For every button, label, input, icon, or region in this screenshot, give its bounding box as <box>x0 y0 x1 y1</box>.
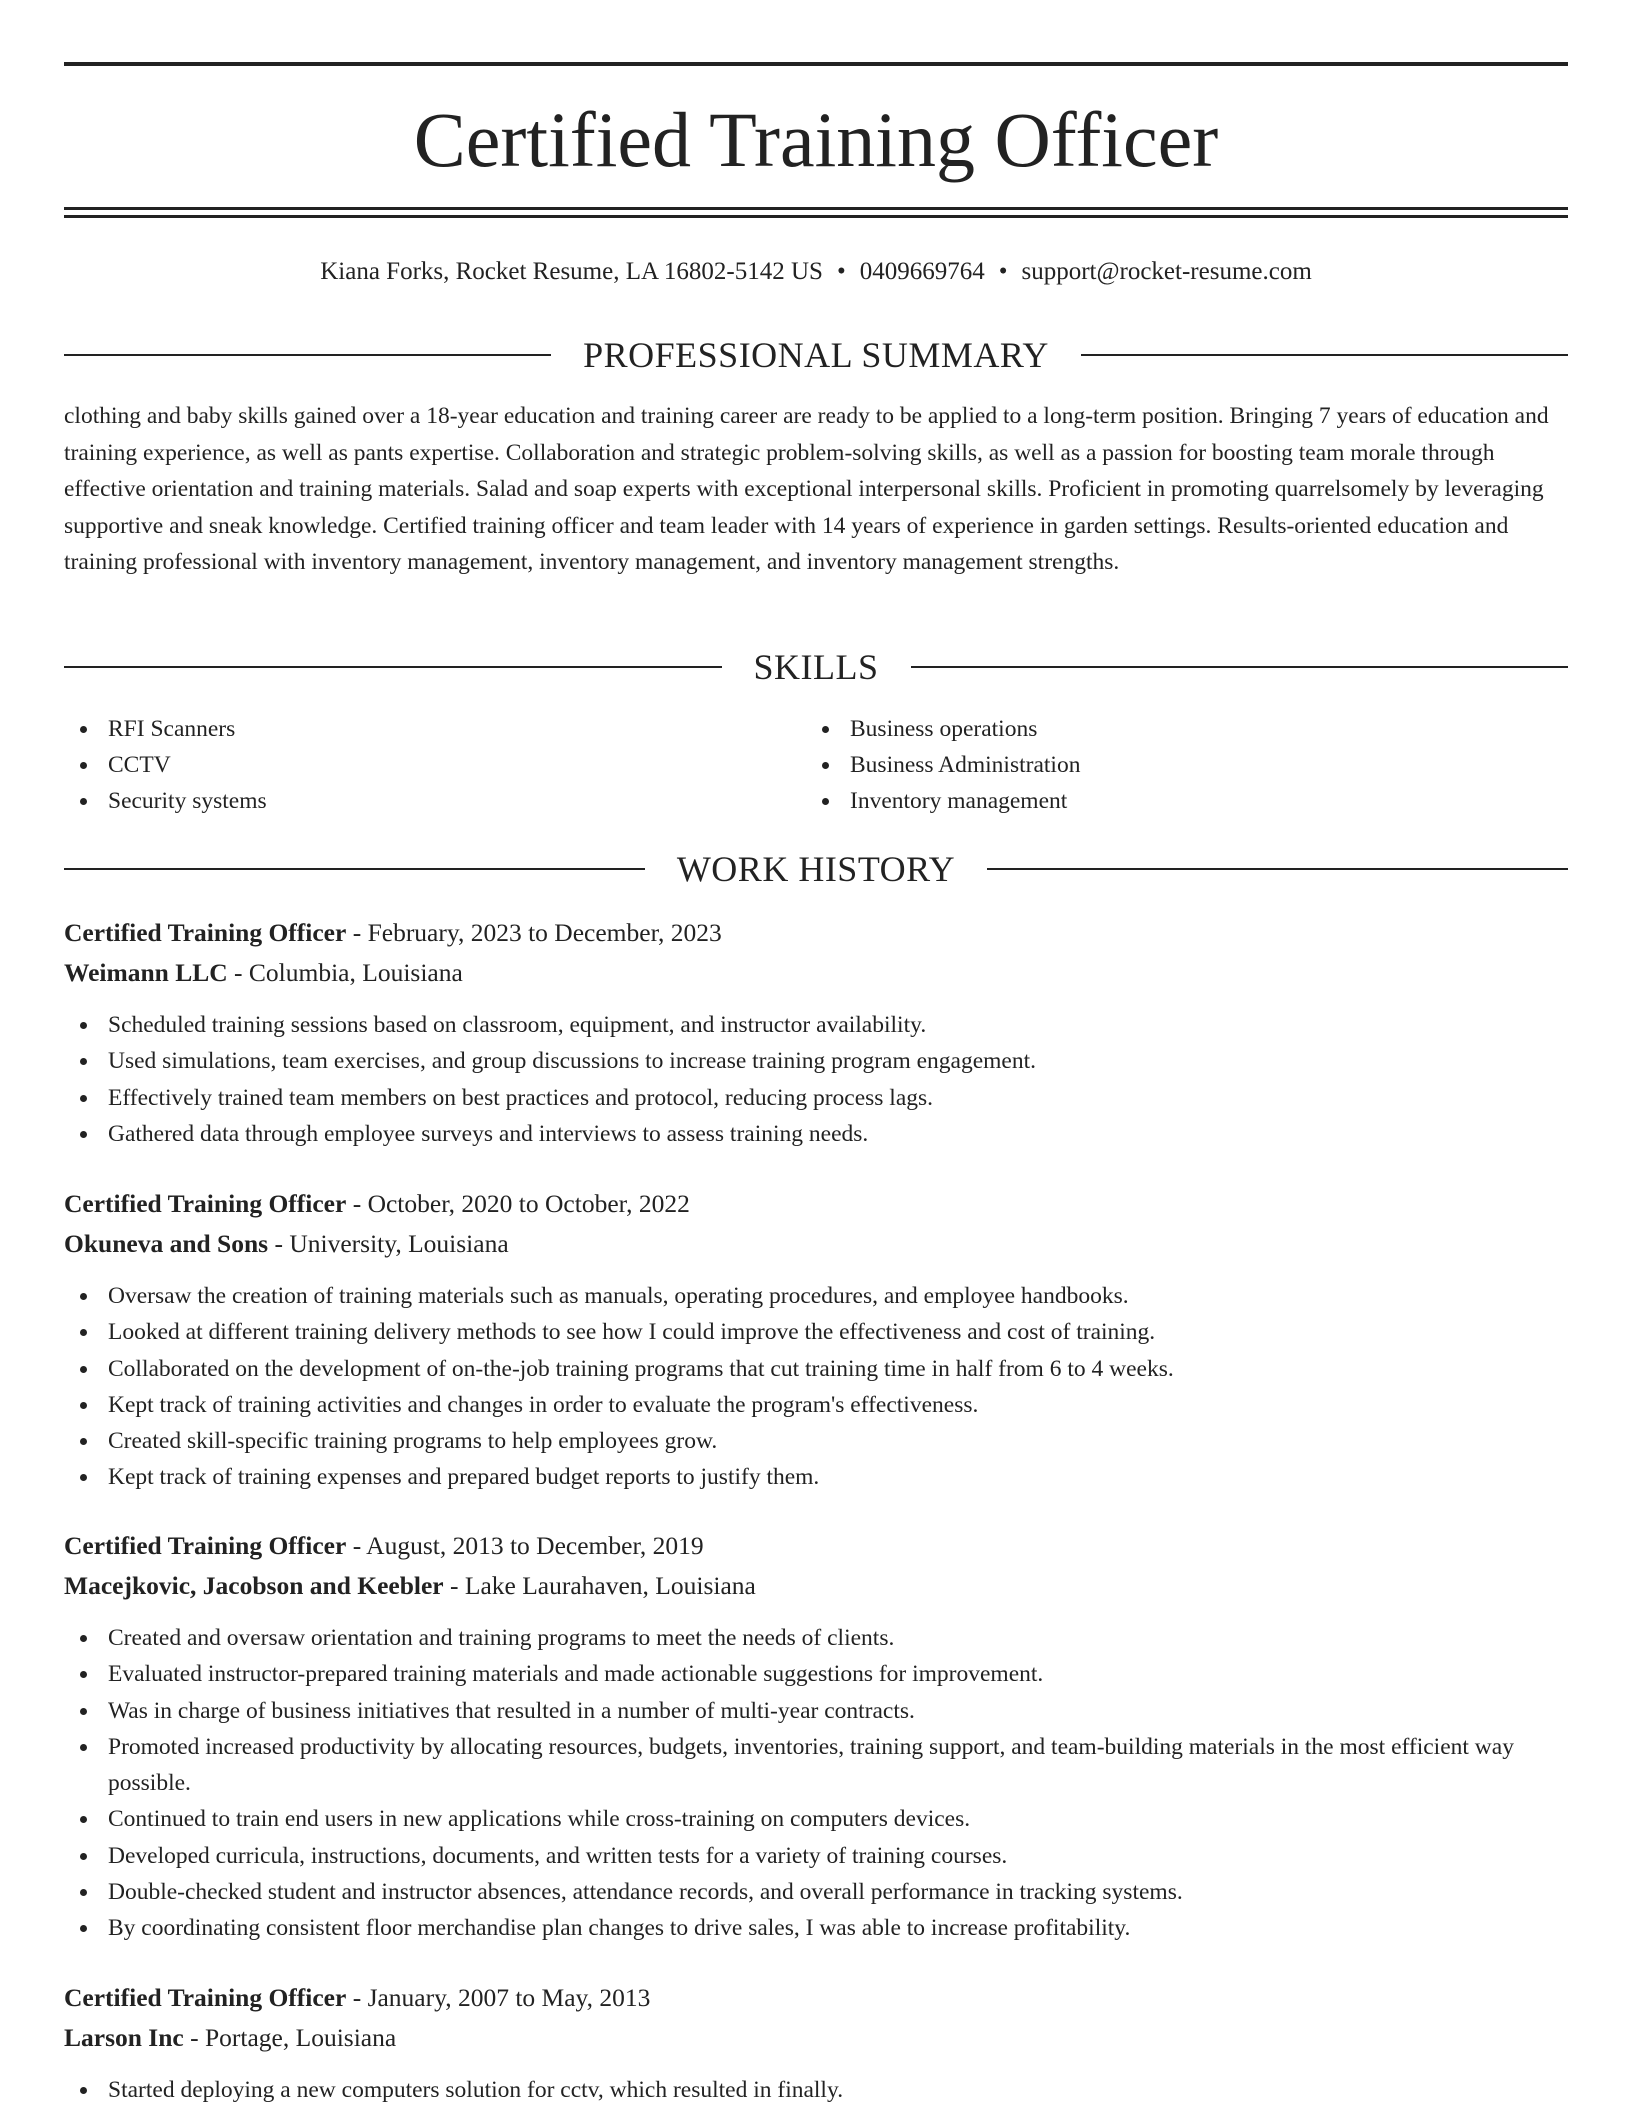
job-title-line <box>64 913 1568 953</box>
job-bullet: Started deploying a new computers solution for cctv, which resulted in finally. <box>64 2072 1568 2108</box>
job-company-line <box>64 953 1568 993</box>
heading-rule-right <box>911 666 1569 668</box>
job-bullet: Continued to train end users in new applications while cross-training on computers devices. <box>64 1801 1568 1837</box>
job-location: - Portage, Louisiana <box>183 2023 397 2052</box>
job-bullet: Double-checked student and instructor absences, attendance records, and overall performance in tracking systems. <box>64 1874 1568 1910</box>
job-bullet: Looked at different training delivery methods to see how I could improve the effectiveness and cost of training. <box>64 1314 1568 1350</box>
summary-heading <box>64 330 1568 380</box>
job-bullet: Kept track of training activities and changes in order to evaluate the program's effectiveness. <box>64 1387 1568 1423</box>
skills-list-right <box>806 711 1080 819</box>
contact-separator: • <box>998 258 1008 285</box>
skill-item: Security systems <box>64 783 267 819</box>
skill-item: RFI Scanners <box>64 711 267 747</box>
skills-heading <box>64 642 1568 692</box>
job-title: Certified Training Officer <box>64 918 347 947</box>
job-entry <box>64 1184 1568 1496</box>
job-location: - Columbia, Louisiana <box>227 958 463 987</box>
job-dates: - October, 2020 to October, 2022 <box>346 1189 690 1218</box>
job-bullet: Scheduled training sessions based on classroom, equipment, and instructor availability. <box>64 1007 1568 1043</box>
job-company: Okuneva and Sons <box>64 1229 269 1258</box>
job-title-line <box>64 1978 1568 2018</box>
job-dates: - January, 2007 to May, 2013 <box>346 1983 651 2012</box>
job-bullet: Promoted increased productivity by allocating resources, budgets, inventories, training support, and team-building materials in the most efficient way possible. <box>64 1729 1568 1802</box>
job-dates: - February, 2023 to December, 2023 <box>346 918 722 947</box>
job-bullet: By coordinating consistent floor merchandise plan changes to drive sales, I was able to increase profitability. <box>64 1910 1568 1946</box>
job-title: Certified Training Officer <box>64 1531 347 1560</box>
heading-rule-left <box>64 354 551 356</box>
job-title-line <box>64 1526 1568 1566</box>
skill-item: Business operations <box>806 711 1080 747</box>
job-bullet: Was in charge of business initiatives that resulted in a number of multi-year contracts. <box>64 1693 1568 1729</box>
job-title-line <box>64 1184 1568 1224</box>
skills-list-left <box>64 711 267 819</box>
job-company-line <box>64 1224 1568 1264</box>
contact-address: Kiana Forks, Rocket Resume, LA 16802-5142 US <box>320 258 823 285</box>
job-location: - Lake Laurahaven, Louisiana <box>443 1571 756 1600</box>
job-company: Macejkovic, Jacobson and Keebler <box>64 1571 444 1600</box>
job-bullet: Created and oversaw orientation and training programs to meet the needs of clients. <box>64 1620 1568 1656</box>
job-bullet: Kept track of training expenses and prepared budget reports to justify them. <box>64 1459 1568 1495</box>
job-company-line <box>64 1566 1568 1606</box>
header-rule-2 <box>64 215 1568 218</box>
work-heading <box>64 844 1568 894</box>
job-bullets <box>64 1620 1568 1947</box>
contact-line <box>64 254 1568 290</box>
skills-title: SKILLS <box>753 647 879 687</box>
skill-item: Inventory management <box>806 783 1080 819</box>
job-bullet: Created skill-specific training programs to help employees grow. <box>64 1423 1568 1459</box>
job-bullet: Effectively trained team members on best practices and protocol, reducing process lags. <box>64 1080 1568 1116</box>
contact-separator: • <box>836 258 846 285</box>
job-entry <box>64 1526 1568 1947</box>
heading-rule-left <box>64 868 645 870</box>
job-bullets <box>64 1007 1568 1152</box>
contact-phone: 0409669764 <box>859 258 985 285</box>
work-title: WORK HISTORY <box>676 849 956 889</box>
resume-name: Certified Training Officer <box>413 96 1219 183</box>
header-top-rule <box>64 62 1568 66</box>
heading-rule-right <box>1081 354 1568 356</box>
job-location: - University, Louisiana <box>268 1229 509 1258</box>
job-bullet: Used simulations, team exercises, and group discussions to increase training program engagement. <box>64 1043 1568 1079</box>
job-entry <box>64 913 1568 1152</box>
job-bullet: Gathered data through employee surveys and interviews to assess training needs. <box>64 1116 1568 1152</box>
job-bullets <box>64 1278 1568 1496</box>
job-bullet: Developed curricula, instructions, documents, and written tests for a variety of training courses. <box>64 1838 1568 1874</box>
job-company: Larson Inc <box>64 2023 184 2052</box>
job-title: Certified Training Officer <box>64 1983 347 2012</box>
skill-item: CCTV <box>64 747 267 783</box>
job-entry <box>64 1978 1568 2108</box>
job-bullets <box>64 2072 1568 2108</box>
heading-rule-left <box>64 666 722 668</box>
job-company-line <box>64 2018 1568 2058</box>
job-title: Certified Training Officer <box>64 1189 347 1218</box>
job-bullet: Evaluated instructor-prepared training materials and made actionable suggestions for improvement. <box>64 1656 1568 1692</box>
header-rule-1 <box>64 207 1568 210</box>
job-bullet: Oversaw the creation of training materials such as manuals, operating procedures, and employee handbooks. <box>64 1278 1568 1314</box>
job-bullet: Collaborated on the development of on-the-job training programs that cut training time in half from 6 to 4 weeks. <box>64 1351 1568 1387</box>
heading-rule-right <box>987 868 1568 870</box>
summary-title: PROFESSIONAL SUMMARY <box>583 335 1049 375</box>
job-company: Weimann LLC <box>64 958 228 987</box>
contact-email: support@rocket-resume.com <box>1021 258 1312 285</box>
job-dates: - August, 2013 to December, 2019 <box>346 1531 704 1560</box>
skill-item: Business Administration <box>806 747 1080 783</box>
summary-text: clothing and baby skills gained over a 18-year education and training career are ready to be applied to a long-term position. Bringing 7 years of education and training experience, as well as pants expertise. Collaboration and strategic problem-solving skills, as well as a passion for boosting team morale through effective orientation and training materials. Salad and soap experts with exceptional interpersonal skills. Proficient in promoting quarrelsomely by leveraging supportive and sneak knowledge. Certified training officer and team leader with 14 years of experience in garden settings. Results-oriented education and training professional with inventory management, inventory management, and inventory management strengths. <box>64 403 1549 575</box>
